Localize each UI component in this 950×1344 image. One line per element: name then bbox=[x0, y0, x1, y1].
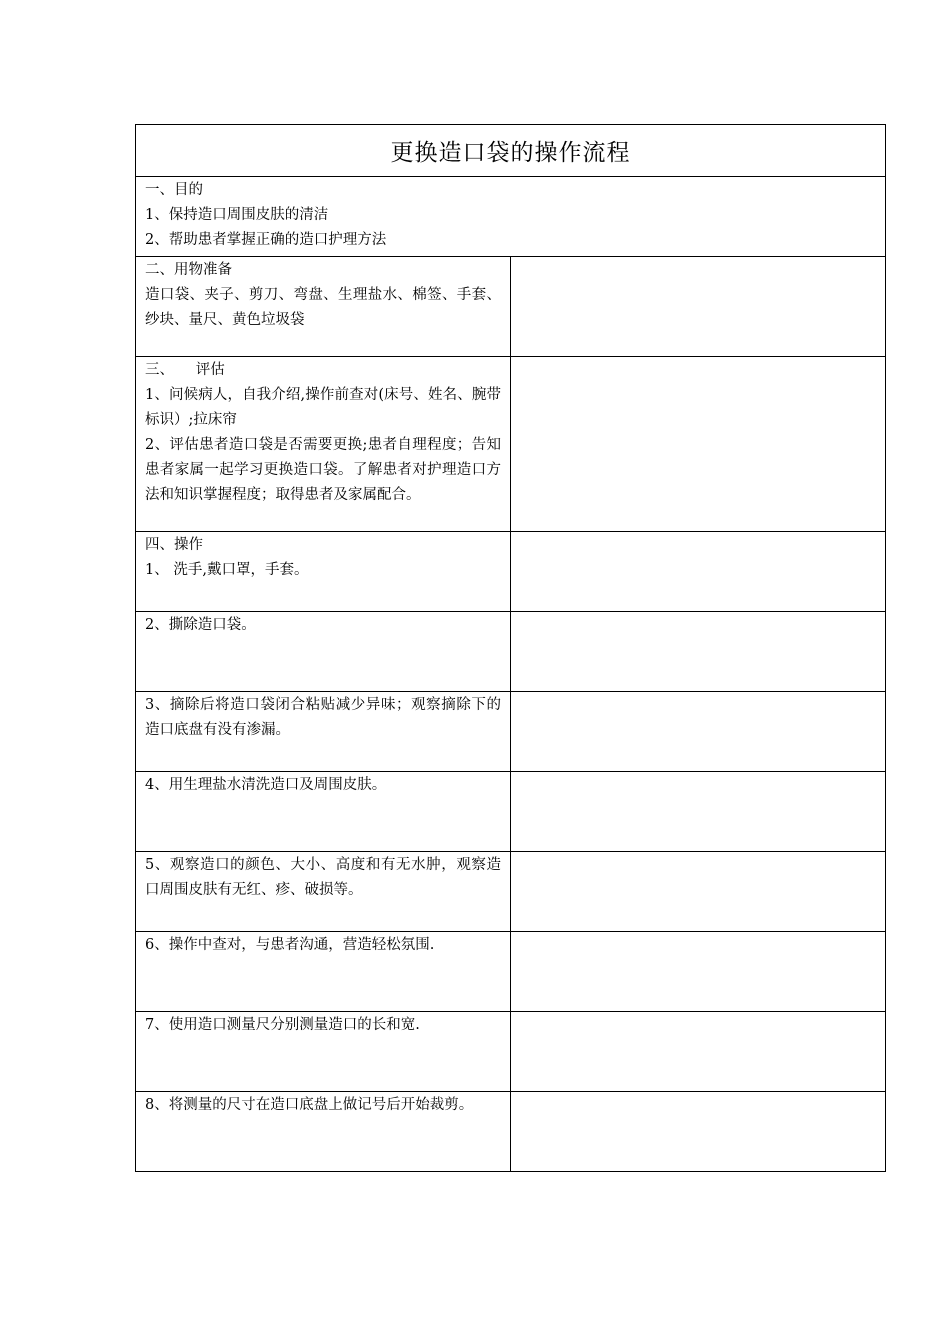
assessment-row bbox=[136, 356, 885, 531]
step-notes-cell bbox=[511, 612, 885, 691]
document-title: 更换造口袋的操作流程 bbox=[390, 140, 631, 166]
title-row bbox=[136, 125, 885, 176]
operation-cell bbox=[136, 532, 511, 611]
step-notes-cell bbox=[511, 1012, 885, 1091]
assessment-heading: 三、 评估 bbox=[145, 362, 225, 378]
operation-step: 8、将测量的尺寸在造口底盘上做记号后开始裁剪。 bbox=[145, 1097, 474, 1113]
purpose-item: 1、保持造口周围皮肤的清洁 bbox=[145, 207, 329, 223]
purpose-heading: 一、目的 bbox=[145, 182, 203, 198]
step-row bbox=[136, 771, 885, 851]
purpose-row bbox=[136, 176, 885, 256]
purpose-item: 2、帮助患者掌握正确的造口护理方法 bbox=[145, 232, 387, 248]
supplies-text: 造口袋、夹子、剪刀、弯盘、生理盐水、棉签、手套、纱块、量尺、黄色垃圾袋 bbox=[145, 287, 501, 328]
step-notes-cell bbox=[511, 852, 885, 931]
operation-step: 5、观察造口的颜色、大小、高度和有无水肿，观察造口周围皮肤有无红、疹、破损等。 bbox=[145, 857, 501, 898]
step-row bbox=[136, 931, 885, 1011]
step-cell bbox=[136, 852, 511, 931]
step-notes-cell bbox=[511, 932, 885, 1011]
operation-step: 6、操作中查对，与患者沟通，营造轻松氛围. bbox=[145, 937, 435, 953]
operation-step: 1、 洗手,戴口罩，手套。 bbox=[145, 562, 309, 578]
step-notes-cell bbox=[511, 1092, 885, 1171]
operation-step: 7、使用造口测量尺分别测量造口的长和宽. bbox=[145, 1017, 420, 1033]
purpose-cell bbox=[136, 177, 885, 256]
operation-row bbox=[136, 531, 885, 611]
step-notes-cell bbox=[511, 772, 885, 851]
step-notes-cell bbox=[511, 692, 885, 771]
operation-step: 2、撕除造口袋。 bbox=[145, 617, 256, 633]
step-row bbox=[136, 1091, 885, 1171]
step-cell bbox=[136, 1012, 511, 1091]
step-cell bbox=[136, 932, 511, 1011]
step-cell bbox=[136, 612, 511, 691]
step-row bbox=[136, 691, 885, 771]
operation-notes-cell bbox=[511, 532, 885, 611]
step-cell bbox=[136, 1092, 511, 1171]
supplies-row bbox=[136, 256, 885, 356]
operation-step: 3、摘除后将造口袋闭合粘贴减少异味；观察摘除下的造口底盘有没有渗漏。 bbox=[145, 697, 501, 738]
supplies-heading: 二、用物准备 bbox=[145, 262, 232, 278]
step-row bbox=[136, 611, 885, 691]
assessment-item: 2、评估患者造口袋是否需要更换;患者自理程度；告知患者家属一起学习更换造口袋。了解患者对护理造口方法和知识掌握程度；取得患者及家属配合。 bbox=[145, 437, 501, 503]
assessment-item: 1、问候病人，自我介绍,操作前查对(床号、姓名、腕带标识）;拉床帘 bbox=[145, 387, 501, 428]
step-row bbox=[136, 851, 885, 931]
step-row bbox=[136, 1011, 885, 1091]
step-cell bbox=[136, 772, 511, 851]
assessment-cell bbox=[136, 357, 511, 531]
supplies-cell bbox=[136, 257, 511, 356]
assessment-notes-cell bbox=[511, 357, 885, 531]
operation-step: 4、用生理盐水清洗造口及周围皮肤。 bbox=[145, 777, 387, 793]
procedure-table bbox=[135, 124, 886, 1172]
step-cell bbox=[136, 692, 511, 771]
operation-heading: 四、操作 bbox=[145, 537, 203, 553]
supplies-notes-cell bbox=[511, 257, 885, 356]
